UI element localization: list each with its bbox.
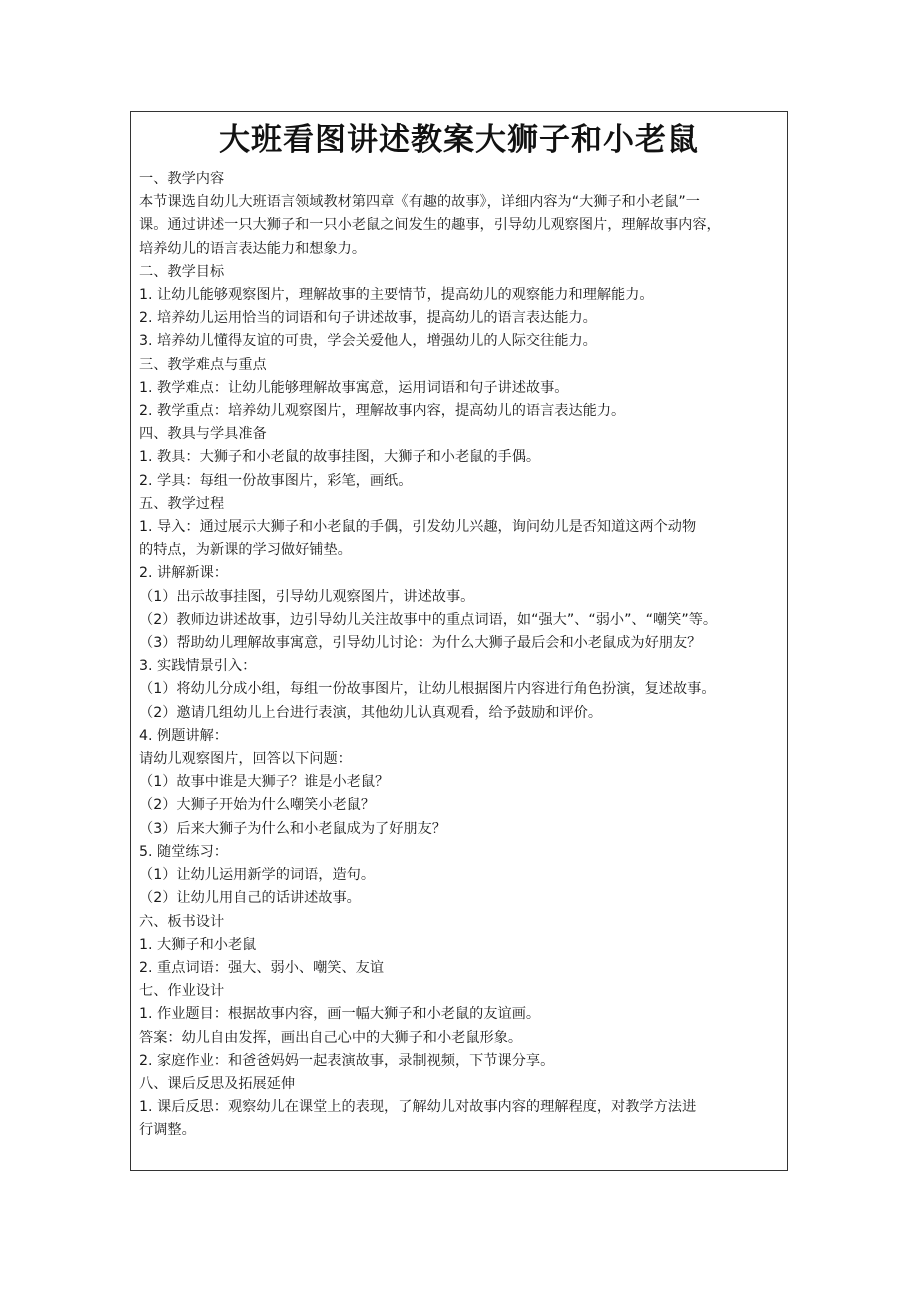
text-line: 请幼儿观察图片，回答以下问题：: [139, 751, 352, 768]
text-line: 2. 学具：每组一份故事图片，彩笔，画纸。: [139, 472, 413, 489]
text-line: 1. 作业题目：根据故事内容，画一幅大狮子和小老鼠的友谊画。: [139, 1006, 541, 1023]
text-line: （1）故事中谁是大狮子？谁是小老鼠？: [139, 774, 390, 791]
text-line: 行调整。: [139, 1122, 196, 1139]
text-line: （1）出示故事挂图，引导幼儿观察图片，讲述故事。: [139, 588, 475, 605]
text-line: （3）帮助幼儿理解故事寓意，引导幼儿讨论：为什么大狮子最后会和小老鼠成为好朋友？: [139, 635, 702, 652]
text-line: 五、教学过程: [139, 495, 225, 512]
text-line: 2. 教学重点：培养幼儿观察图片，理解故事内容，提高幼儿的语言表达能力。: [139, 403, 626, 420]
text-line: 1. 教学难点：让幼儿能够理解故事寓意，运用词语和句子讲述故事。: [139, 379, 569, 396]
text-line: 2. 培养幼儿运用恰当的词语和句子讲述故事，提高幼儿的语言表达能力。: [139, 310, 597, 327]
text-line: 1. 教具：大狮子和小老鼠的故事挂图，大狮子和小老鼠的手偶。: [139, 449, 541, 466]
document-body: [139, 168, 779, 1143]
text-line: 本节课选自幼儿大班语言领域教材第四章《有趣的故事》，详细内容为“大狮子和小老鼠”一: [139, 194, 700, 211]
text-line: （1）让幼儿运用新学的词语，造句。: [139, 867, 376, 884]
text-line: 课。通过讲述一只大狮子和一只小老鼠之间发生的趣事，引导幼儿观察图片，理解故事内容，: [139, 217, 721, 234]
text-line: 5. 随堂练习：: [139, 843, 228, 860]
text-line: 1. 课后反思：观察幼儿在课堂上的表现，了解幼儿对故事内容的理解程度，对教学方法进: [139, 1099, 697, 1116]
text-line: 七、作业设计: [139, 983, 225, 1000]
text-line: （2）大狮子开始为什么嘲笑小老鼠？: [139, 797, 376, 814]
text-line: 答案：幼儿自由发挥，画出自己心中的大狮子和小老鼠形象。: [139, 1029, 523, 1046]
text-line: （1）将幼儿分成小组，每组一份故事图片，让幼儿根据图片内容进行角色扮演，复述故事。: [139, 681, 716, 698]
text-line: 3. 实践情景引入：: [139, 658, 257, 675]
text-line: （3）后来大狮子为什么和小老鼠成为了好朋友？: [139, 820, 446, 837]
text-line: 培养幼儿的语言表达能力和想象力。: [139, 240, 367, 257]
text-line: 1. 导入：通过展示大狮子和小老鼠的手偶，引发幼儿兴趣，询问幼儿是否知道这两个动物: [139, 519, 697, 536]
text-line: 六、板书设计: [139, 913, 225, 930]
text-line: （2）邀请几组幼儿上台进行表演，其他幼儿认真观看，给予鼓励和评价。: [139, 704, 603, 721]
text-line: （2）教师边讲述故事，边引导幼儿关注故事中的重点词语，如“强大”、“弱小”、“嘲笑”等。: [139, 611, 718, 628]
text-line: 1. 让幼儿能够观察图片，理解故事的主要情节，提高幼儿的观察能力和理解能力。: [139, 287, 654, 304]
text-line: 3. 培养幼儿懂得友谊的可贵，学会关爱他人，增强幼儿的人际交往能力。: [139, 333, 597, 350]
document-title: 大班看图讲述教案大狮子和小老鼠: [219, 122, 699, 158]
text-line: 二、教学目标: [139, 263, 225, 280]
text-line: 2. 家庭作业：和爸爸妈妈一起表演故事，录制视频，下节课分享。: [139, 1052, 555, 1069]
text-line: 四、教具与学具准备: [139, 426, 267, 443]
text-line: 2. 讲解新课：: [139, 565, 228, 582]
text-line: 2. 重点词语：强大、弱小、嘲笑、友谊: [139, 959, 385, 976]
text-line: （2）让幼儿用自己的话讲述故事。: [139, 890, 361, 907]
text-line: 1. 大狮子和小老鼠: [139, 936, 257, 953]
text-line: 八、课后反思及拓展延伸: [139, 1075, 296, 1092]
text-line: 一、教学内容: [139, 171, 225, 187]
document-frame: [130, 111, 788, 1171]
text-line: 的特点，为新课的学习做好铺垫。: [139, 542, 352, 559]
text-line: 三、教学难点与重点: [139, 356, 267, 373]
text-line: 4. 例题讲解：: [139, 727, 228, 744]
